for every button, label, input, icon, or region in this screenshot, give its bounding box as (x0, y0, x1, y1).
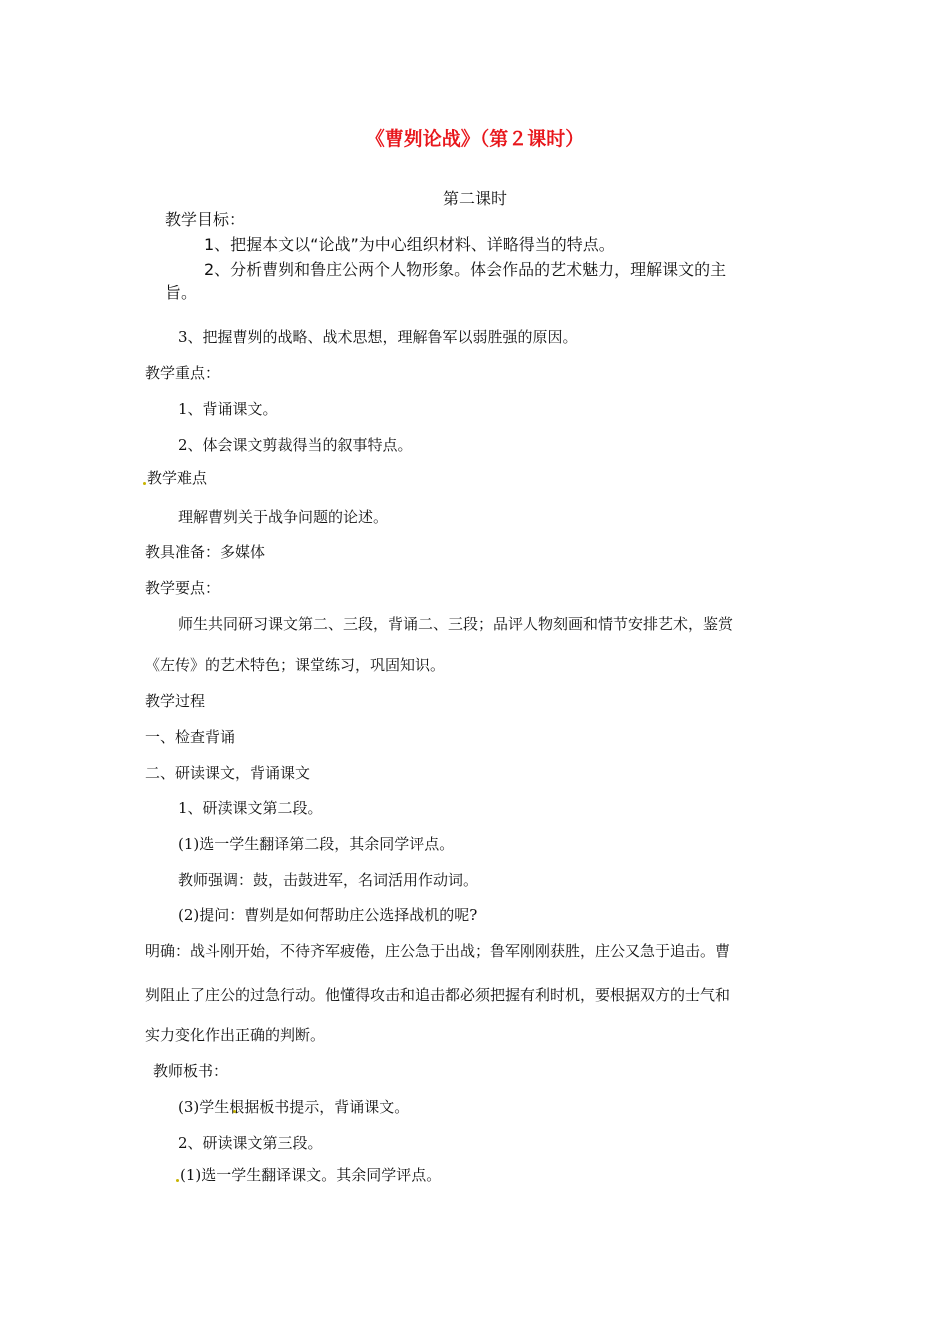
process-sub-1-question-2: (2)提问：曹刿是如何帮助庄公选择战机的呢? (178, 906, 478, 924)
objective-item-2-continued: 旨。 (165, 283, 198, 302)
objective-item-3: 3、把握曹刿的战略、战术思想，理解鲁军以弱胜强的原因。 (178, 328, 578, 346)
key-points-heading: 教学重点： (145, 364, 221, 382)
essentials-line-2: 《左传》的艺术特色；课堂练习，巩固知识。 (145, 656, 446, 674)
tools-line: 教具准备：多媒体 (145, 543, 266, 561)
process-heading: 教学过程 (145, 692, 206, 710)
lesson-subtitle: 第二课时 (442, 189, 507, 208)
answer-line-2: 刿阻止了庄公的过急行动。他懂得攻击和追击都必须把握有利时机，要根据双方的士气和 (145, 986, 731, 1004)
marker-dot (176, 1179, 179, 1182)
key-point-item-2: 2、体会课文剪裁得当的叙事特点。 (178, 436, 413, 454)
process-sub-2: 2、研读课文第三段。 (178, 1134, 323, 1152)
essentials-line-1: 师生共同研习课文第二、三段，背诵二、三段；品评人物刻画和情节安排艺术，鉴赏 (178, 615, 734, 633)
process-sub-1: 1、研渎课文第二段。 (178, 799, 323, 817)
difficulty-text: 理解曹刿关于战争问题的论述。 (178, 508, 389, 526)
process-step-1: 一、检查背诵 (145, 728, 236, 746)
process-sub-1-question-3: (3)学生根据板书提示，背诵课文。 (178, 1098, 410, 1116)
key-point-item-1: 1、背诵课文。 (178, 400, 278, 418)
essentials-heading: 教学要点： (145, 579, 221, 597)
answer-line-1: 明确：战斗刚开始，不待齐军疲倦，庄公急于出战；鲁军刚刚获胜，庄公又急于追击。曹 (145, 942, 731, 960)
process-sub-2-question-1: (1)选一学生翻译课文。其余同学评点。 (180, 1166, 442, 1184)
process-sub-1-question-1: (1)选一学生翻译第二段，其余同学评点。 (178, 835, 455, 853)
document-title: 《曹刿论战》（第２课时） (365, 128, 585, 150)
board-heading: 教师板书： (153, 1062, 229, 1080)
marker-dot (143, 482, 146, 485)
teacher-emphasis: 教师强调：鼓，击鼓进军，名词活用作动词。 (178, 871, 479, 889)
process-step-2: 二、研读课文，背诵课文 (145, 764, 311, 782)
difficulty-heading: 教学难点 (147, 469, 208, 487)
answer-line-3: 实力变化作出正确的判断。 (145, 1026, 326, 1044)
objectives-heading: 教学目标： (165, 210, 246, 229)
objective-item-2: 2、分析曹刿和鲁庄公两个人物形象。体会作品的艺术魅力，理解课文的主 (204, 260, 727, 279)
objective-item-1: 1、把握本文以“论战”为中心组织材料、详略得当的特点。 (204, 235, 615, 254)
